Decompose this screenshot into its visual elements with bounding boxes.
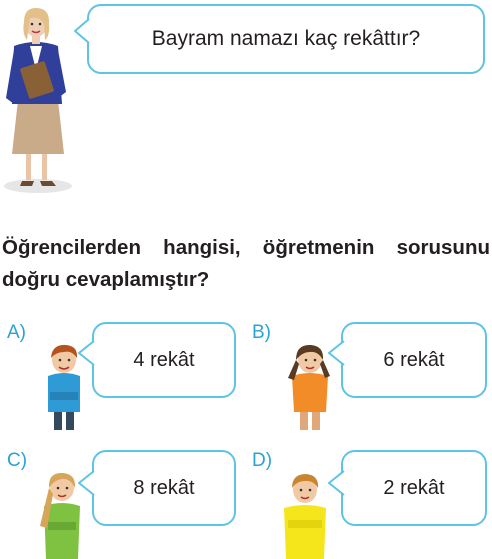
option-b-bubble-tail — [328, 340, 346, 366]
option-d-letter: D) — [252, 450, 273, 471]
option-c-letter: C) — [7, 450, 28, 471]
teacher-bubble-tail — [74, 18, 92, 44]
option-a-bubble-tail — [78, 340, 96, 366]
option-c-bubble-tail — [78, 470, 96, 496]
question-line-2: doğru cevaplamıştır? — [2, 268, 210, 291]
option-d-bubble[interactable] — [341, 450, 487, 526]
teacher-illustration — [0, 0, 80, 200]
option-b-answer: 6 rekât — [383, 348, 445, 371]
option-a-letter: A) — [7, 322, 26, 343]
teacher-speech-text: Bayram namazı kaç rekâttır? — [151, 27, 421, 50]
boy-student-d-illustration — [278, 466, 332, 559]
option-c-bubble[interactable] — [92, 450, 236, 526]
option-c-answer: 8 rekât — [133, 476, 195, 499]
option-d-answer: 2 rekât — [383, 476, 445, 499]
question-text — [2, 232, 490, 296]
option-a-bubble[interactable] — [92, 322, 236, 398]
option-b-bubble[interactable] — [341, 322, 487, 398]
teacher-speech-bubble — [87, 4, 485, 74]
option-a-answer: 4 rekât — [133, 348, 195, 371]
option-d-bubble-tail — [328, 470, 346, 496]
option-b-letter: B) — [252, 322, 271, 343]
question-line-1: Öğrencilerden hangisi, öğretmenin sorusunu — [2, 236, 490, 259]
